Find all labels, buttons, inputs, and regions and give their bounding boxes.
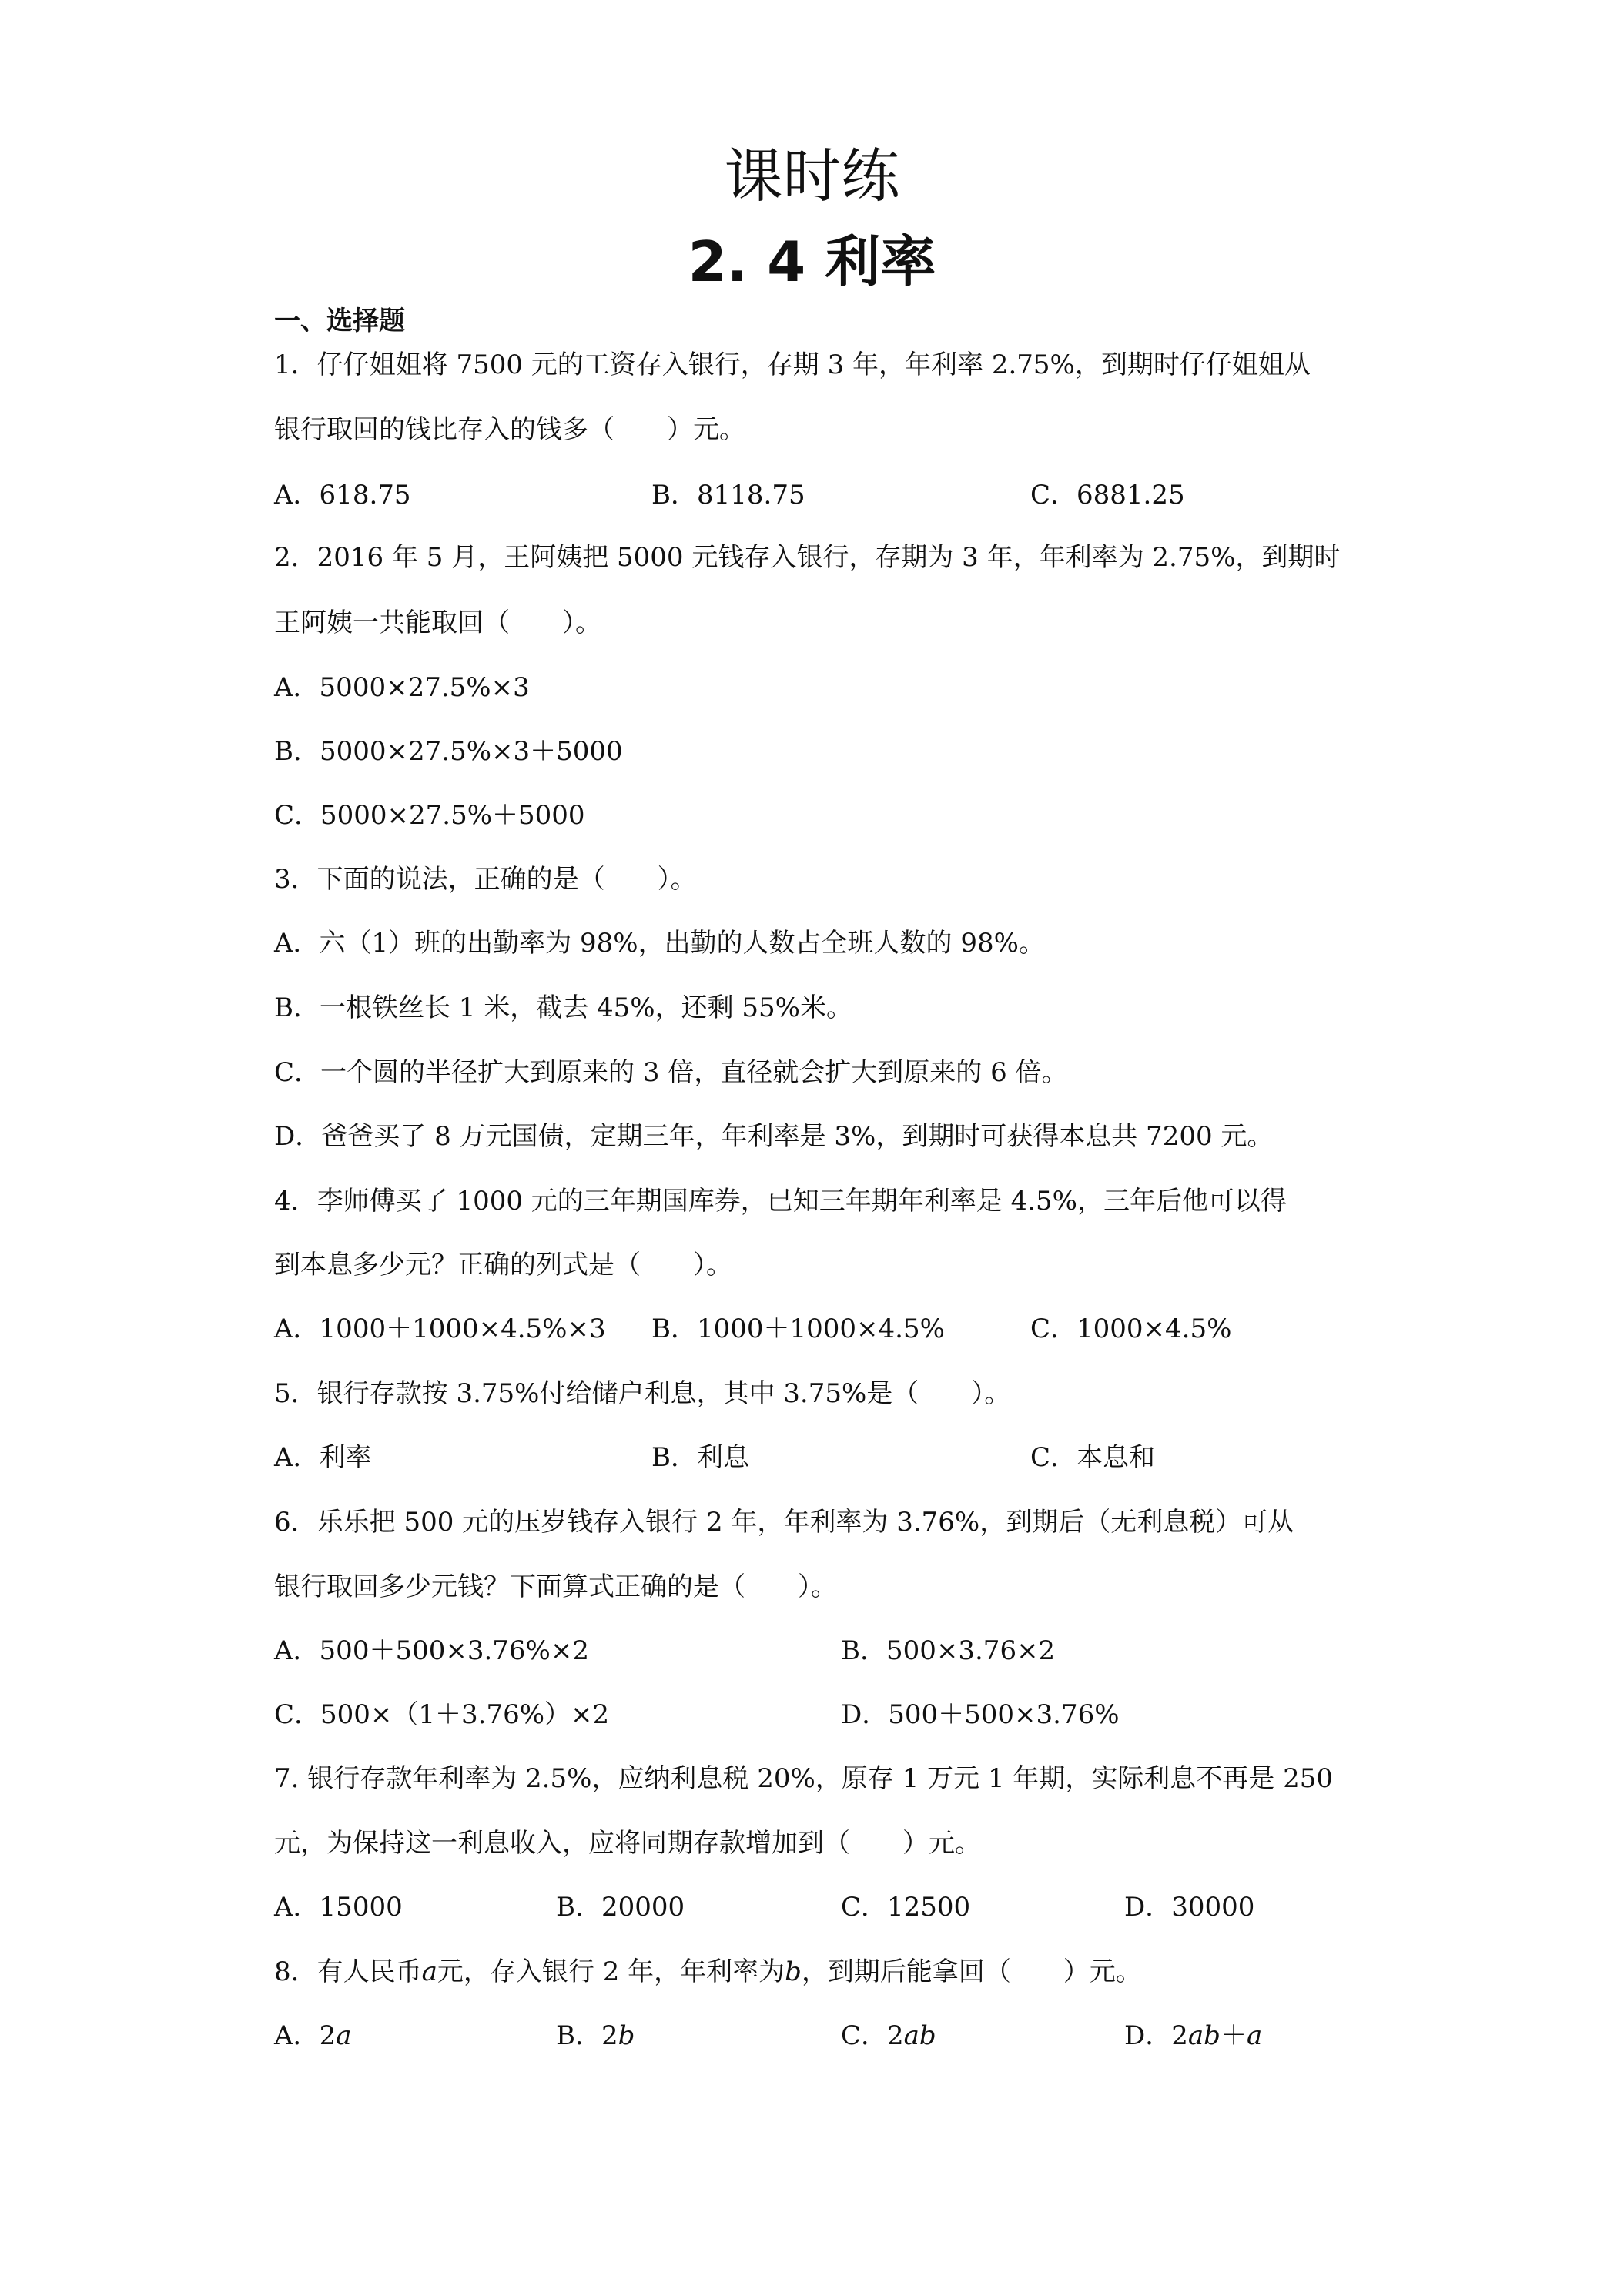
question-2-line-2: 王阿姨一共能取回（ ）。 [274,607,601,638]
question-1-line-2: 银行取回的钱比存入的钱多（ ）元。 [274,414,745,445]
option-variable: a [1246,2020,1263,2051]
question-6-option-b: B．500×3.76×2 [841,1635,1056,1666]
option-variable: ab [1187,2020,1221,2051]
question-5-option-b: B．利息 [651,1442,749,1473]
option-coefficient: 2 [319,2020,337,2051]
question-1-option-c: C．6881.25 [1030,480,1185,510]
option-label: D． [1124,2020,1172,2051]
question-1-option-b: B．8118.75 [651,480,805,510]
question-4-line-2: 到本息多少元？正确的列式是（ ）。 [274,1250,732,1280]
lesson-title: 2. 4 利率 [688,229,936,294]
question-5-line-1: 5．银行存款按 3.75%付给储户利息，其中 3.75%是（ ）。 [274,1378,1011,1409]
question-3-option-d: D．爸爸买了 8 万元国债，定期三年，年利率是 3%，到期时可获得本息共 7200 元。 [274,1121,1274,1152]
question-1-line-1: 1．仔仔姐姐将 7500 元的工资存入银行，存期 3 年，年利率 2.75%，到期时仔仔姐姐从 [274,350,1311,380]
variable-a: a [421,1956,437,1987]
question-5-option-c: C．本息和 [1030,1442,1156,1473]
page-title: 课时练 [724,142,900,210]
question-4-line-1: 4．李师傅买了 1000 元的三年期国库券，已知三年期年利率是 4.5%，三年后他可以得 [274,1186,1287,1217]
question-8-text-2: 元，存入银行 2 年，年利率为 [437,1956,785,1987]
question-8-option-d [1124,2020,1262,2051]
question-8-option-c [841,2020,936,2051]
option-variable: ab [903,2020,936,2051]
option-label: A． [274,2020,320,2051]
question-4-option-b: B．1000＋1000×4.5% [651,1314,945,1344]
question-6-line-2: 银行取回多少元钱？下面算式正确的是（ ）。 [274,1571,837,1602]
option-coefficient: 2 [1171,2020,1188,2051]
question-5-option-a: A．利率 [274,1442,372,1473]
question-7-option-c: C．12500 [841,1892,971,1923]
question-7-line-1: 7. 银行存款年利率为 2.5%，应纳利息税 20%，原存 1 万元 1 年期，实际利息不再是 250 [274,1763,1334,1794]
option-variable: b [618,2020,635,2051]
option-coefficient: 2 [887,2020,904,2051]
option-label: C． [841,2020,888,2051]
question-6-option-c: C．500×（1＋3.76%）×2 [274,1699,610,1730]
question-7-option-b: B．20000 [556,1892,685,1923]
question-8-text-1: 8．有人民币 [274,1956,422,1987]
question-8-line-1 [274,1956,1368,1987]
question-6-option-d: D．500＋500×3.76% [841,1699,1120,1730]
question-3-option-c: C．一个圆的半径扩大到原来的 3 倍，直径就会扩大到原来的 6 倍。 [274,1057,1068,1088]
option-variable: a [336,2020,352,2051]
question-7-option-a: A．15000 [274,1892,403,1923]
option-operator: ＋ [1220,2020,1247,2051]
question-2-line-1: 2．2016 年 5 月，王阿姨把 5000 元钱存入银行，存期为 3 年，年利率为 2.75%，到期时 [274,542,1341,573]
question-8-text-3: ，到期后能拿回（ ）元。 [801,1956,1142,1987]
variable-b: b [785,1956,802,1987]
question-2-option-a: A．5000×27.5%×3 [274,672,530,703]
question-3-line-1: 3．下面的说法，正确的是（ ）。 [274,864,697,895]
question-3-option-b: B．一根铁丝长 1 米，截去 45%，还剩 55%米。 [274,992,852,1023]
question-2-option-c: C．5000×27.5%＋5000 [274,800,585,831]
question-4-option-a: A．1000＋1000×4.5%×3 [274,1314,606,1344]
question-8-option-a [274,2020,351,2051]
question-6-line-1: 6．乐乐把 500 元的压岁钱存入银行 2 年，年利率为 3.76%，到期后（无利息税）可从 [274,1507,1294,1538]
option-label: B． [556,2020,601,2051]
option-coefficient: 2 [601,2020,618,2051]
question-6-option-a: A．500＋500×3.76%×2 [274,1635,589,1666]
question-2-option-b: B．5000×27.5%×3＋5000 [274,736,623,767]
question-7-line-2: 元，为保持这一利息收入，应将同期存款增加到（ ）元。 [274,1828,981,1859]
question-4-option-c: C．1000×4.5% [1030,1314,1232,1344]
question-1-option-a: A．618.75 [274,480,411,510]
question-7-option-d: D．30000 [1124,1892,1255,1923]
section-heading: 一、选择题 [274,306,405,336]
question-8-option-b [556,2020,635,2051]
question-3-option-a: A．六（1）班的出勤率为 98%，出勤的人数占全班人数的 98%。 [274,928,1045,959]
